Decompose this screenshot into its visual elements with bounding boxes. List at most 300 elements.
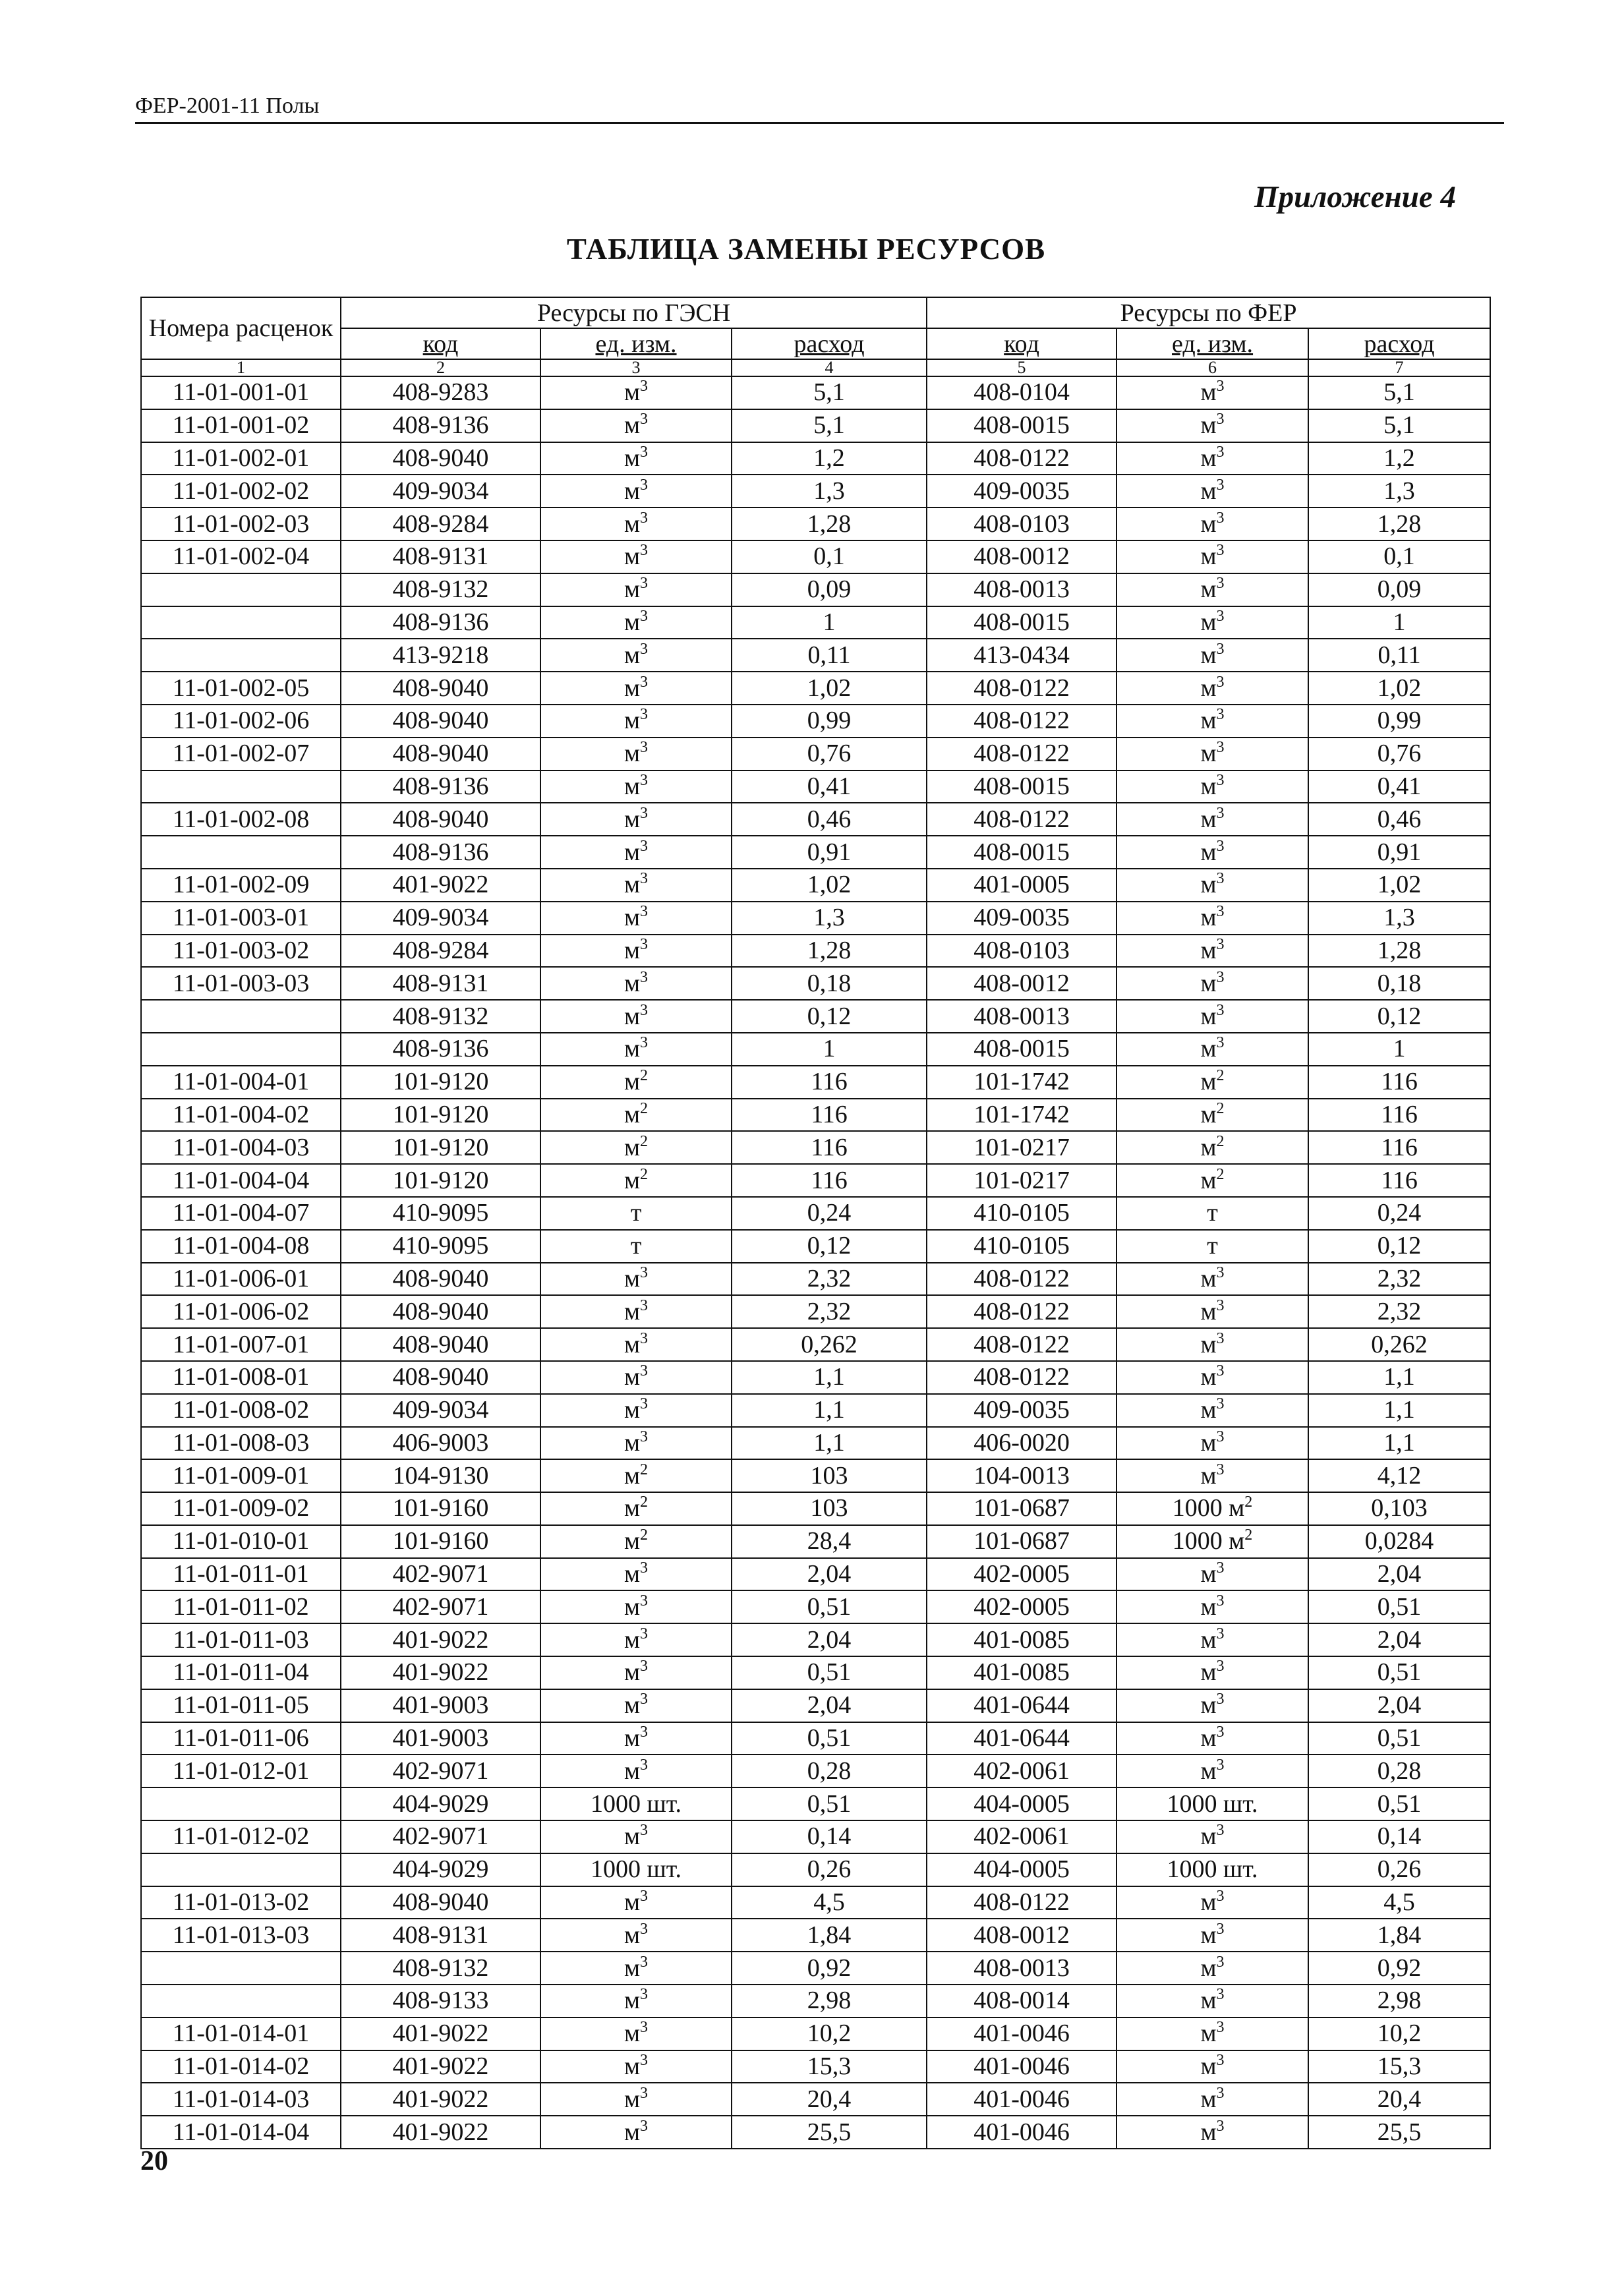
fer-code-value: 408-0122 [973, 805, 1070, 833]
rate-number-cell [141, 2083, 341, 2116]
fer-amount-cell [1308, 1197, 1490, 1230]
fer-code-value: 413-0434 [973, 641, 1070, 669]
gesn-unit-value: $м^3$ [624, 1263, 649, 1292]
fer-amount-value: 0,1 [1383, 542, 1415, 571]
fer-unit-value: $м^3$ [1200, 1658, 1225, 1687]
fer-unit-cell [1116, 1164, 1308, 1197]
fer-amount-value: 0,46 [1377, 805, 1422, 833]
gesn-code-value: 402-9071 [392, 1560, 489, 1588]
fer-code-cell [927, 540, 1116, 573]
gesn-unit-cell [540, 672, 732, 705]
fer-amount-value: 116 [1381, 1133, 1418, 1161]
rate-number-value: 11-01-004-03 [172, 1133, 310, 1161]
gesn-amount-cell [732, 1886, 927, 1919]
gesn-code-value: 401-9022 [392, 1625, 489, 1654]
rate-number-value: 11-01-008-01 [172, 1363, 310, 1391]
fer-code-value: 408-0122 [973, 1297, 1070, 1325]
fer-code-value: 404-0005 [973, 1789, 1070, 1818]
gesn-amount-cell [732, 902, 927, 935]
rate-number-value: 11-01-011-03 [173, 1625, 309, 1654]
fer-amount-value: 0,26 [1377, 1855, 1422, 1884]
fer-code-value: 408-0015 [973, 411, 1070, 440]
table-row [141, 508, 1490, 540]
gesn-code-cell [341, 475, 540, 508]
fer-code-value: 101-0217 [973, 1133, 1070, 1161]
fer-amount-cell [1308, 803, 1490, 836]
gesn-unit-cell [540, 1985, 732, 2017]
gesn-amount-cell [732, 1787, 927, 1820]
fer-code-cell [927, 1427, 1116, 1460]
gesn-amount-value: 116 [811, 1100, 848, 1128]
gesn-unit-cell [540, 1000, 732, 1033]
fer-header: Ресурсы по ФЕР [927, 297, 1490, 328]
table-row [141, 836, 1490, 869]
gesn-unit-cell [540, 1230, 732, 1263]
gesn-amount-value: 1,1 [813, 1428, 845, 1457]
fer-amount-value: 2,04 [1377, 1691, 1422, 1720]
fer-code-value: 408-0122 [973, 674, 1070, 702]
gesn-unit-value: $м^2$ [624, 1526, 649, 1555]
fer-unit-cell [1116, 1623, 1308, 1656]
gesn-unit-value: $м^3$ [624, 870, 649, 899]
rate-number-value: 11-01-002-04 [172, 542, 310, 571]
fer-code-cell [927, 935, 1116, 968]
rate-number-cell [141, 606, 341, 639]
gesn-code-cell [341, 1755, 540, 1787]
gesn-code-value: 408-9040 [392, 444, 489, 472]
fer-code-value: 408-0015 [973, 838, 1070, 866]
fer-code-value: 401-0644 [973, 1691, 1070, 1720]
fer-code-value: 408-0012 [973, 969, 1070, 997]
gesn-code-cell [341, 508, 540, 540]
gesn-unit-value: $м^3$ [624, 2019, 649, 2048]
gesn-amount-cell [732, 606, 927, 639]
rate-number-cell [141, 2017, 341, 2050]
gesn-unit-value: $м^3$ [624, 1920, 649, 1949]
fer-code-cell [927, 1985, 1116, 2017]
fer-amount-value: 0,51 [1377, 1789, 1422, 1818]
fer-amount-cell [1308, 2116, 1490, 2149]
fer-unit-cell [1116, 1787, 1308, 1820]
rate-number-cell [141, 1099, 341, 1132]
fer-amount-value: 1,1 [1383, 1428, 1415, 1457]
rate-number-cell [141, 409, 341, 442]
gesn-amount-cell [732, 573, 927, 606]
rate-number-cell [141, 1886, 341, 1919]
gesn-code-value: 408-9040 [392, 1297, 489, 1325]
table-row [141, 1590, 1490, 1623]
gesn-code-cell [341, 2050, 540, 2083]
fer-unit-cell [1116, 836, 1308, 869]
fer-amount-value: 1,1 [1383, 1396, 1415, 1424]
fer-amount-cell [1308, 2017, 1490, 2050]
fer-unit-cell [1116, 573, 1308, 606]
gesn-amount-cell [732, 1295, 927, 1328]
fer-amount-value: 2,04 [1377, 1625, 1422, 1654]
fer-amount-cell [1308, 1919, 1490, 1952]
gesn-unit-value: $м^3$ [624, 1034, 649, 1063]
gesn-code-cell [341, 639, 540, 672]
fer-amount-cell [1308, 573, 1490, 606]
rate-number-value: 11-01-010-01 [172, 1527, 310, 1555]
gesn-code-value: 101-9160 [392, 1494, 489, 1523]
gesn-code-cell [341, 1787, 540, 1820]
gesn-amount-cell [732, 1525, 927, 1558]
fer-unit-value: $м^2$ [1200, 1132, 1225, 1161]
rate-number-cell [141, 1263, 341, 1296]
gesn-unit-value: $м^2$ [624, 1461, 649, 1490]
gesn-unit-value: $м^2$ [624, 1165, 649, 1194]
fer-code-value: 402-0005 [973, 1560, 1070, 1588]
gesn-code-cell [341, 1558, 540, 1591]
fer-amount-cell [1308, 770, 1490, 803]
gesn-unit-cell [540, 836, 732, 869]
rate-number-cell [141, 442, 341, 475]
fer-unit-cell [1116, 1919, 1308, 1952]
fer-amount-value: 0,76 [1377, 740, 1422, 768]
gesn-unit-value: $м^2$ [624, 1494, 649, 1523]
rate-number-value: 11-01-001-01 [172, 378, 310, 407]
gesn-code-value: 401-9003 [392, 1691, 489, 1720]
table-row [141, 1558, 1490, 1591]
gesn-amount-value: 1,02 [807, 871, 852, 899]
fer-unit-cell [1116, 935, 1308, 968]
gesn-code-value: 406-9003 [392, 1428, 489, 1457]
gesn-unit-value: $м^3$ [624, 575, 649, 604]
rate-number-value: 11-01-001-02 [172, 411, 310, 440]
fer-code-cell [927, 573, 1116, 606]
rate-number-cell [141, 1492, 341, 1525]
rate-number-value: 11-01-013-02 [172, 1888, 310, 1917]
rate-number-cell [141, 803, 341, 836]
gesn-amount-value: 1,2 [813, 444, 845, 472]
table-row [141, 1492, 1490, 1525]
fer-amount-value: 0,0284 [1364, 1527, 1434, 1555]
fer-code-cell [927, 1656, 1116, 1689]
rate-number-value: 11-01-004-04 [172, 1166, 310, 1194]
gesn-code-cell [341, 1952, 540, 1985]
fer-unit-cell [1116, 1755, 1308, 1787]
resource-replacement-table [140, 297, 1491, 2149]
gesn-unit-value: $м^2$ [624, 1099, 649, 1128]
fer-unit-value: $м^3$ [1200, 1329, 1225, 1358]
gesn-code-cell [341, 1263, 540, 1296]
fer-unit-cell [1116, 1459, 1308, 1492]
gesn-amount-cell [732, 705, 927, 738]
gesn-unit-value: $м^3$ [624, 1658, 649, 1687]
gesn-code-value: 401-9022 [392, 2052, 489, 2081]
gesn-amount-cell [732, 2083, 927, 2116]
fer-amount-cell [1308, 1099, 1490, 1132]
fer-amount-value: 0,262 [1371, 1330, 1428, 1358]
fer-code-value: 401-0046 [973, 2019, 1070, 2048]
rate-number-value: 11-01-006-02 [172, 1297, 310, 1325]
gesn-amount-cell [732, 1000, 927, 1033]
fer-unit-value: $м^3$ [1200, 1001, 1225, 1030]
gesn-code-cell [341, 1230, 540, 1263]
fer-amount-value: 5,1 [1383, 378, 1415, 407]
rates-header: Номера расценок [141, 297, 341, 359]
column-number: 3 [540, 359, 732, 376]
fer-amount-cell [1308, 1066, 1490, 1099]
fer-unit-cell [1116, 705, 1308, 738]
fer-code-cell [927, 1394, 1116, 1427]
gesn-amount-value: 0,91 [807, 838, 852, 866]
fer-code-cell [927, 1328, 1116, 1361]
gesn-code-cell [341, 1197, 540, 1230]
rate-number-cell [141, 2050, 341, 2083]
rate-number-value: 11-01-011-06 [173, 1724, 309, 1753]
table-row [141, 1656, 1490, 1689]
fer-unit-value: $м^3$ [1200, 903, 1225, 932]
fer-code-cell [927, 1590, 1116, 1623]
rate-number-value: 11-01-012-02 [172, 1822, 310, 1851]
gesn-unit-cell [540, 2116, 732, 2149]
rate-number-cell [141, 1689, 341, 1722]
gesn-amount-cell [732, 1590, 927, 1623]
gesn-code-value: 408-9136 [392, 1035, 489, 1063]
gesn-unit-cell [540, 738, 732, 770]
fer-unit-cell [1116, 672, 1308, 705]
fer-amount-value: 10,2 [1377, 2019, 1422, 2048]
gesn-amount-cell [732, 1689, 927, 1722]
gesn-amount-value: 116 [811, 1133, 848, 1161]
fer-code-value: 408-0012 [973, 542, 1070, 571]
gesn-unit-cell [540, 1886, 732, 1919]
gesn-code-cell [341, 770, 540, 803]
gesn-unit-value: $м^3$ [624, 935, 649, 964]
gesn-unit-value: $м^3$ [624, 1625, 649, 1654]
gesn-code-header: код [341, 328, 540, 359]
fer-code-value: 101-0217 [973, 1166, 1070, 1194]
fer-code-cell [927, 442, 1116, 475]
table-row [141, 770, 1490, 803]
gesn-code-value: 101-9160 [392, 1527, 489, 1555]
gesn-code-value: 408-9133 [392, 1987, 489, 2015]
gesn-unit-value: $м^2$ [624, 1132, 649, 1161]
gesn-code-cell [341, 902, 540, 935]
rate-number-cell [141, 1722, 341, 1755]
fer-unit-value: $м^3$ [1200, 640, 1225, 669]
fer-unit-header: ед. изм. [1116, 328, 1308, 359]
table-row [141, 573, 1490, 606]
fer-amount-cell [1308, 1164, 1490, 1197]
gesn-unit-cell [540, 967, 732, 1000]
fer-code-value: 406-0020 [973, 1428, 1070, 1457]
gesn-amount-cell [732, 738, 927, 770]
gesn-amount-cell [732, 639, 927, 672]
gesn-amount-value: 0,12 [807, 1002, 852, 1030]
fer-amount-value: 1,02 [1377, 674, 1422, 702]
fer-unit-cell [1116, 1361, 1308, 1394]
rate-number-cell [141, 1853, 341, 1886]
fer-code-cell [927, 1722, 1116, 1755]
fer-unit-cell [1116, 1000, 1308, 1033]
rate-number-cell [141, 935, 341, 968]
gesn-code-value: 410-9095 [392, 1199, 489, 1227]
gesn-unit-value: $м^3$ [624, 903, 649, 932]
rate-number-cell [141, 1000, 341, 1033]
rate-number-cell [141, 705, 341, 738]
fer-amount-cell [1308, 442, 1490, 475]
fer-amount-cell [1308, 902, 1490, 935]
rate-number-value: 11-01-009-02 [172, 1494, 310, 1523]
gesn-unit-cell [540, 902, 732, 935]
rate-number-value: 11-01-011-01 [173, 1560, 309, 1588]
fer-code-value: 408-0013 [973, 575, 1070, 604]
fer-unit-value: 1000 $м^2$ [1172, 1526, 1253, 1555]
table-row [141, 1985, 1490, 2017]
gesn-unit-cell [540, 442, 732, 475]
gesn-amount-value: 1 [823, 1035, 836, 1063]
fer-code-cell [927, 705, 1116, 738]
gesn-amount-value: 0,1 [813, 542, 845, 571]
gesn-code-cell [341, 1394, 540, 1427]
fer-code-value: 408-0015 [973, 772, 1070, 800]
gesn-code-value: 408-9131 [392, 542, 489, 571]
fer-unit-cell [1116, 1099, 1308, 1132]
fer-unit-value: $м^3$ [1200, 2084, 1225, 2113]
gesn-code-cell [341, 2017, 540, 2050]
fer-unit-cell [1116, 902, 1308, 935]
gesn-code-cell [341, 1459, 540, 1492]
gesn-code-value: 404-9029 [392, 1855, 489, 1884]
gesn-unit-cell [540, 1558, 732, 1591]
fer-amount-cell [1308, 935, 1490, 968]
fer-unit-value: $м^2$ [1200, 1165, 1225, 1194]
gesn-code-value: 401-9022 [392, 2118, 489, 2146]
rate-number-cell [141, 508, 341, 540]
gesn-code-cell [341, 1066, 540, 1099]
gesn-code-cell [341, 705, 540, 738]
fer-code-cell [927, 1000, 1116, 1033]
fer-amount-cell [1308, 1033, 1490, 1066]
gesn-code-cell [341, 935, 540, 968]
gesn-code-value: 104-9130 [392, 1461, 489, 1490]
gesn-amount-value: 0,24 [807, 1199, 852, 1227]
fer-code-value: 408-0122 [973, 444, 1070, 472]
gesn-unit-cell [540, 1263, 732, 1296]
fer-unit-cell [1116, 1985, 1308, 2017]
fer-unit-value: $м^3$ [1200, 1625, 1225, 1654]
fer-unit-cell [1116, 1590, 1308, 1623]
fer-unit-value: $м^3$ [1200, 509, 1225, 538]
fer-unit-cell [1116, 2083, 1308, 2116]
table-row [141, 1328, 1490, 1361]
gesn-code-value: 101-9120 [392, 1068, 489, 1096]
fer-code-value: 401-0644 [973, 1724, 1070, 1753]
gesn-code-value: 408-9136 [392, 608, 489, 636]
gesn-unit-cell [540, 1787, 732, 1820]
fer-unit-value: $м^3$ [1200, 1822, 1225, 1851]
fer-amount-cell [1308, 1492, 1490, 1525]
gesn-code-cell [341, 967, 540, 1000]
fer-unit-value: $м^3$ [1200, 1953, 1225, 1982]
rate-number-cell [141, 540, 341, 573]
gesn-code-cell [341, 1689, 540, 1722]
gesn-code-cell [341, 836, 540, 869]
gesn-amount-cell [732, 967, 927, 1000]
rate-number-cell [141, 1230, 341, 1263]
gesn-unit-value: $м^3$ [624, 1428, 649, 1457]
fer-amount-cell [1308, 869, 1490, 902]
gesn-code-value: 401-9022 [392, 871, 489, 899]
gesn-unit-cell [540, 1361, 732, 1394]
fer-amount-value: 2,98 [1377, 1987, 1422, 2015]
gesn-code-value: 413-9218 [392, 641, 489, 669]
gesn-unit-cell [540, 1853, 732, 1886]
fer-unit-cell [1116, 1394, 1308, 1427]
gesn-unit-cell [540, 1459, 732, 1492]
rate-number-value: 11-01-008-03 [172, 1428, 310, 1457]
gesn-unit-value: $м^3$ [624, 1724, 649, 1753]
fer-amount-value: 1 [1393, 608, 1406, 636]
fer-unit-value: $м^2$ [1200, 1067, 1225, 1096]
gesn-code-value: 408-9040 [392, 674, 489, 702]
table-row [141, 803, 1490, 836]
fer-code-cell [927, 1558, 1116, 1591]
fer-unit-value: $м^3$ [1200, 1296, 1225, 1325]
gesn-amount-cell [732, 1033, 927, 1066]
fer-code-cell [927, 1361, 1116, 1394]
table-row [141, 1919, 1490, 1952]
rate-number-cell [141, 1590, 341, 1623]
fer-code-value: 402-0005 [973, 1592, 1070, 1621]
gesn-unit-value: $м^3$ [624, 1395, 649, 1424]
running-header: ФЕР-2001-11 Полы [135, 94, 320, 118]
table-title: ТАБЛИЦА ЗАМЕНЫ РЕСУРСОВ [566, 233, 1046, 266]
rate-number-value: 11-01-003-02 [172, 936, 310, 964]
gesn-amount-value: 4,5 [813, 1888, 845, 1917]
gesn-code-cell [341, 2116, 540, 2149]
gesn-unit-cell [540, 573, 732, 606]
fer-code-cell [927, 2017, 1116, 2050]
gesn-code-value: 408-9040 [392, 1330, 489, 1358]
gesn-amount-value: 0,76 [807, 740, 852, 768]
fer-amount-value: 4,12 [1377, 1461, 1422, 1490]
gesn-amount-value: 0,262 [801, 1330, 857, 1358]
gesn-unit-cell [540, 376, 732, 409]
gesn-code-value: 408-9136 [392, 411, 489, 440]
column-number: 2 [341, 359, 540, 376]
fer-amount-value: 0,14 [1377, 1822, 1422, 1851]
fer-unit-cell [1116, 1328, 1308, 1361]
gesn-code-cell [341, 1492, 540, 1525]
fer-code-value: 408-0122 [973, 1888, 1070, 1917]
fer-code-value: 401-0046 [973, 2118, 1070, 2146]
fer-amount-cell [1308, 1295, 1490, 1328]
fer-code-cell [927, 2116, 1116, 2149]
gesn-code-value: 408-9131 [392, 969, 489, 997]
rate-number-value: 11-01-014-01 [172, 2019, 310, 2048]
gesn-code-cell [341, 1623, 540, 1656]
fer-unit-value: $м^3$ [1200, 1592, 1225, 1621]
gesn-code-value: 408-9132 [392, 1954, 489, 1982]
rate-number-cell [141, 869, 341, 902]
rate-number-value: 11-01-014-04 [172, 2118, 310, 2146]
table-row [141, 1459, 1490, 1492]
fer-code-value: 104-0013 [973, 1461, 1070, 1490]
gesn-amount-cell [732, 1230, 927, 1263]
fer-unit-cell [1116, 409, 1308, 442]
fer-code-cell [927, 1295, 1116, 1328]
gesn-code-value: 409-9034 [392, 904, 489, 932]
gesn-amount-value: 0,46 [807, 805, 852, 833]
gesn-unit-cell [540, 1919, 732, 1952]
fer-code-cell [927, 1952, 1116, 1985]
table-row [141, 1361, 1490, 1394]
table-row [141, 639, 1490, 672]
